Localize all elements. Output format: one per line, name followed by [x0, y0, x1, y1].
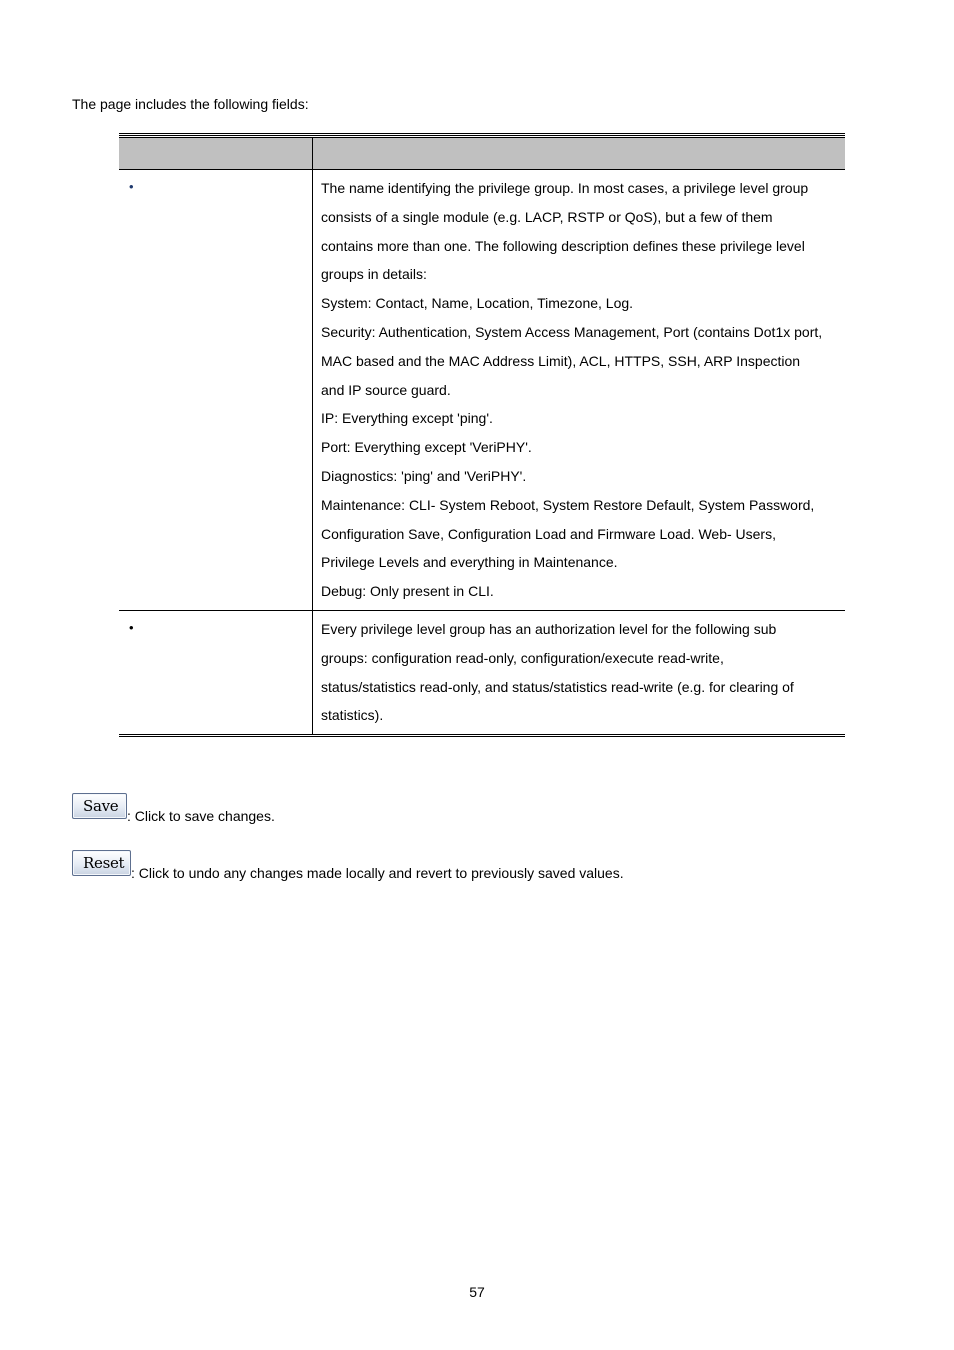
description-cell — [313, 170, 845, 610]
page-number: 57 — [469, 1284, 485, 1300]
description-line: Port: Everything except 'VeriPHY'. — [321, 439, 532, 456]
object-cell — [119, 170, 313, 610]
description-line: MAC based and the MAC Address Limit), ACL, HTTPS, SSH, ARP Inspection — [321, 352, 801, 369]
table-row — [119, 170, 845, 610]
object-cell — [119, 611, 313, 734]
intro-text: The page includes the following fields: — [72, 96, 309, 112]
description-line: contains more than one. The following description defines these privilege level — [321, 237, 805, 254]
description-line: Security: Authentication, System Access Management, Port (contains Dot1x port, — [321, 323, 823, 340]
description-line: Diagnostics: 'ping' and 'VeriPHY'. — [321, 467, 527, 484]
description-line: Every privilege level group has an authorization level for the following sub — [321, 620, 777, 637]
reset-button-row — [72, 850, 624, 881]
save-description: : Click to save changes. — [127, 808, 275, 824]
header-description — [313, 138, 845, 169]
save-button-row — [72, 793, 275, 824]
description-line: Privilege Levels and everything in Maintenance. — [321, 554, 618, 571]
description-line: Debug: Only present in CLI. — [321, 583, 494, 600]
description-line: groups: configuration read-only, configuration/execute read-write, — [321, 649, 724, 666]
description-line: IP: Everything except 'ping'. — [321, 410, 493, 427]
description-line: groups in details: — [321, 266, 427, 283]
save-button[interactable]: Save — [72, 793, 127, 819]
fields-table — [119, 133, 845, 737]
bullet-icon: • — [129, 179, 134, 194]
reset-button[interactable]: Reset — [72, 850, 131, 876]
reset-description: : Click to undo any changes made locally and revert to previously saved values. — [131, 865, 624, 881]
description-line: System: Contact, Name, Location, Timezone, Log. — [321, 295, 634, 312]
description-line: Maintenance: CLI- System Reboot, System Restore Default, System Password, — [321, 496, 815, 513]
header-object — [119, 138, 313, 169]
description-line: statistics). — [321, 707, 384, 724]
description-line: and IP source guard. — [321, 381, 451, 398]
description-cell — [313, 611, 845, 734]
bullet-icon: • — [129, 619, 134, 635]
description-line: consists of a single module (e.g. LACP, RSTP or QoS), but a few of them — [321, 208, 773, 225]
description-line: Configuration Save, Configuration Load and Firmware Load. Web- Users, — [321, 525, 776, 542]
table-header-row — [119, 137, 845, 170]
description-line: status/statistics read-only, and status/statistics read-write (e.g. for clearing of — [321, 678, 794, 695]
table-row — [119, 610, 845, 734]
description-line: The name identifying the privilege group. In most cases, a privilege level group — [321, 180, 809, 196]
